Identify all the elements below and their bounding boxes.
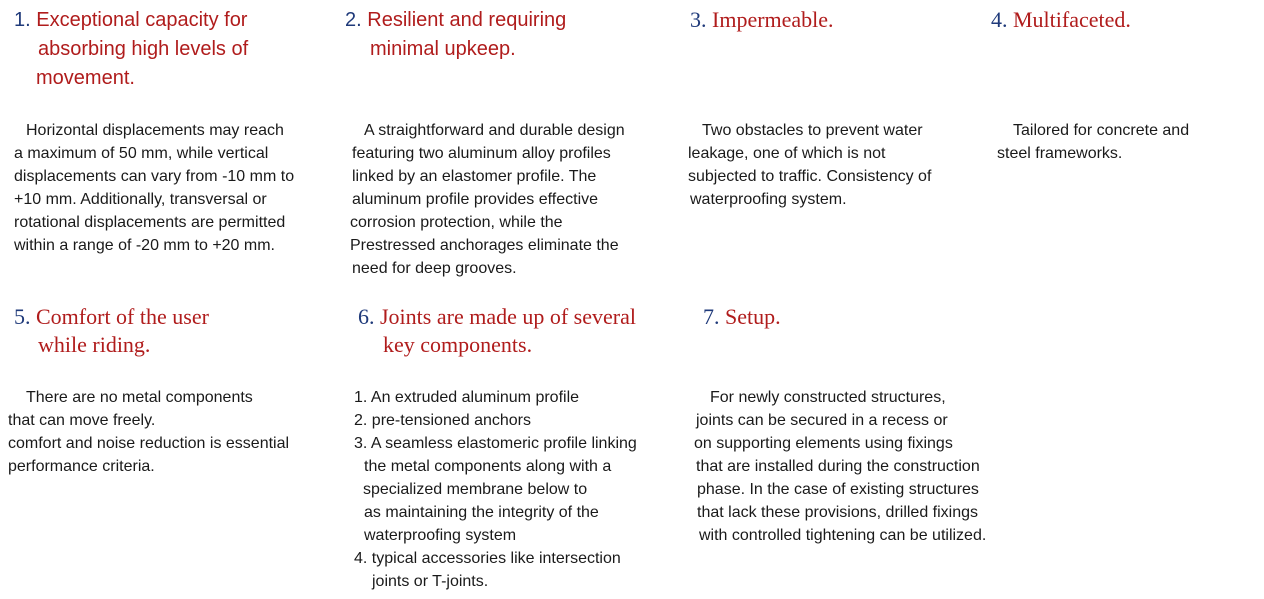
- section-5-body-line: comfort and noise reduction is essential: [8, 435, 290, 452]
- section-5-body-line: There are no metal components: [26, 389, 253, 406]
- section-6-body-line: waterproofing system: [364, 527, 517, 544]
- section-6-body-line: 1. An extruded aluminum profile: [354, 389, 580, 406]
- section-2-title-line-2: minimal upkeep.: [370, 38, 516, 60]
- section-1-title-line-2: absorbing high levels of: [38, 38, 249, 60]
- section-3-body-line: Two obstacles to prevent water: [702, 122, 923, 139]
- section-2-body-line: featuring two aluminum alloy profiles: [352, 145, 611, 162]
- section-3-body-line: waterproofing system.: [690, 191, 847, 208]
- section-3-body-line: leakage, one of which is not: [688, 145, 886, 162]
- section-1-heading: [14, 6, 247, 35]
- section-2-body-line: corrosion protection, while the: [350, 214, 563, 231]
- section-5-title-line-1: Comfort of the user: [36, 304, 209, 329]
- section-7-body-line: with controlled tightening can be utilized.: [699, 527, 987, 544]
- section-2-body-line: linked by an elastomer profile. The: [352, 168, 597, 185]
- section-2-title-line-1: Resilient and requiring: [367, 9, 567, 31]
- section-4-body-line: steel frameworks.: [997, 145, 1123, 162]
- section-2-body-line: Prestressed anchorages eliminate the: [350, 237, 619, 254]
- section-6-heading: [358, 302, 636, 331]
- section-2-heading-cont: [370, 35, 516, 64]
- section-5-title-line-2: while riding.: [38, 332, 151, 357]
- section-6-body-line: as maintaining the integrity of the: [364, 504, 599, 521]
- section-5-body-line: that can move freely.: [8, 412, 156, 429]
- section-7-body-line: that lack these provisions, drilled fixings: [697, 504, 979, 521]
- section-1-body-line: Horizontal displacements may reach: [26, 122, 284, 139]
- section-2-number: 2.: [345, 9, 362, 31]
- section-1-body-line: rotational displacements are permitted: [14, 214, 286, 231]
- section-6-title-line-1: Joints are made up of several: [380, 304, 636, 329]
- section-3-body-line: subjected to traffic. Consistency of: [688, 168, 932, 185]
- section-7-body-line: on supporting elements using fixings: [694, 435, 953, 452]
- section-5-heading-cont: [38, 330, 150, 359]
- section-6-body-line: joints or T-joints.: [372, 573, 489, 590]
- section-7-heading: [703, 302, 781, 331]
- section-7-body-line: phase. In the case of existing structures: [697, 481, 979, 498]
- section-3-heading: [690, 5, 834, 34]
- section-6-heading-cont: [383, 330, 532, 359]
- section-1-body-line: within a range of -20 mm to +20 mm.: [14, 237, 275, 254]
- section-1-heading-cont: [38, 35, 248, 64]
- section-1-heading-cont-2: [36, 64, 135, 93]
- section-1-body-line: a maximum of 50 mm, while vertical: [14, 145, 269, 162]
- section-2-body-line: A straightforward and durable design: [364, 122, 625, 139]
- section-6-body-line: 4. typical accessories like intersection: [354, 550, 621, 567]
- section-1-title-line-1: Exceptional capacity for: [36, 9, 248, 31]
- section-7-number: 7.: [703, 304, 720, 329]
- section-4-body-line: Tailored for concrete and: [1013, 122, 1190, 139]
- section-6-number: 6.: [358, 304, 375, 329]
- section-5-body-line: performance criteria.: [8, 458, 155, 475]
- section-1-title-line-3: movement.: [36, 67, 135, 89]
- section-2-heading: [345, 6, 566, 35]
- section-6-body-line: 3. A seamless elastomeric profile linking: [354, 435, 637, 452]
- section-3-number: 3.: [690, 7, 707, 32]
- section-7-title-line-1: Setup.: [725, 304, 781, 329]
- section-6-title-line-2: key components.: [383, 332, 533, 357]
- section-7-body-line: that are installed during the construction: [696, 458, 980, 475]
- section-1-body-line: displacements can vary from -10 mm to: [14, 168, 295, 185]
- section-4-heading: [991, 5, 1131, 34]
- section-6-body-line: the metal components along with a: [364, 458, 612, 475]
- section-1-number: 1.: [14, 9, 31, 31]
- section-2-body-line: aluminum profile provides effective: [352, 191, 599, 208]
- section-2-body-line: need for deep grooves.: [352, 260, 517, 277]
- section-4-number: 4.: [991, 7, 1008, 32]
- section-4-title-line-1: Multifaceted.: [1013, 7, 1131, 32]
- section-7-body-line: For newly constructed structures,: [710, 389, 946, 406]
- section-7-body-line: joints can be secured in a recess or: [696, 412, 948, 429]
- section-5-heading: [14, 302, 209, 331]
- section-3-title-line-1: Impermeable.: [712, 7, 834, 32]
- section-6-body-line: 2. pre-tensioned anchors: [354, 412, 531, 429]
- section-5-number: 5.: [14, 304, 31, 329]
- section-6-body-line: specialized membrane below to: [363, 481, 588, 498]
- section-1-body-line: +10 mm. Additionally, transversal or: [14, 191, 267, 208]
